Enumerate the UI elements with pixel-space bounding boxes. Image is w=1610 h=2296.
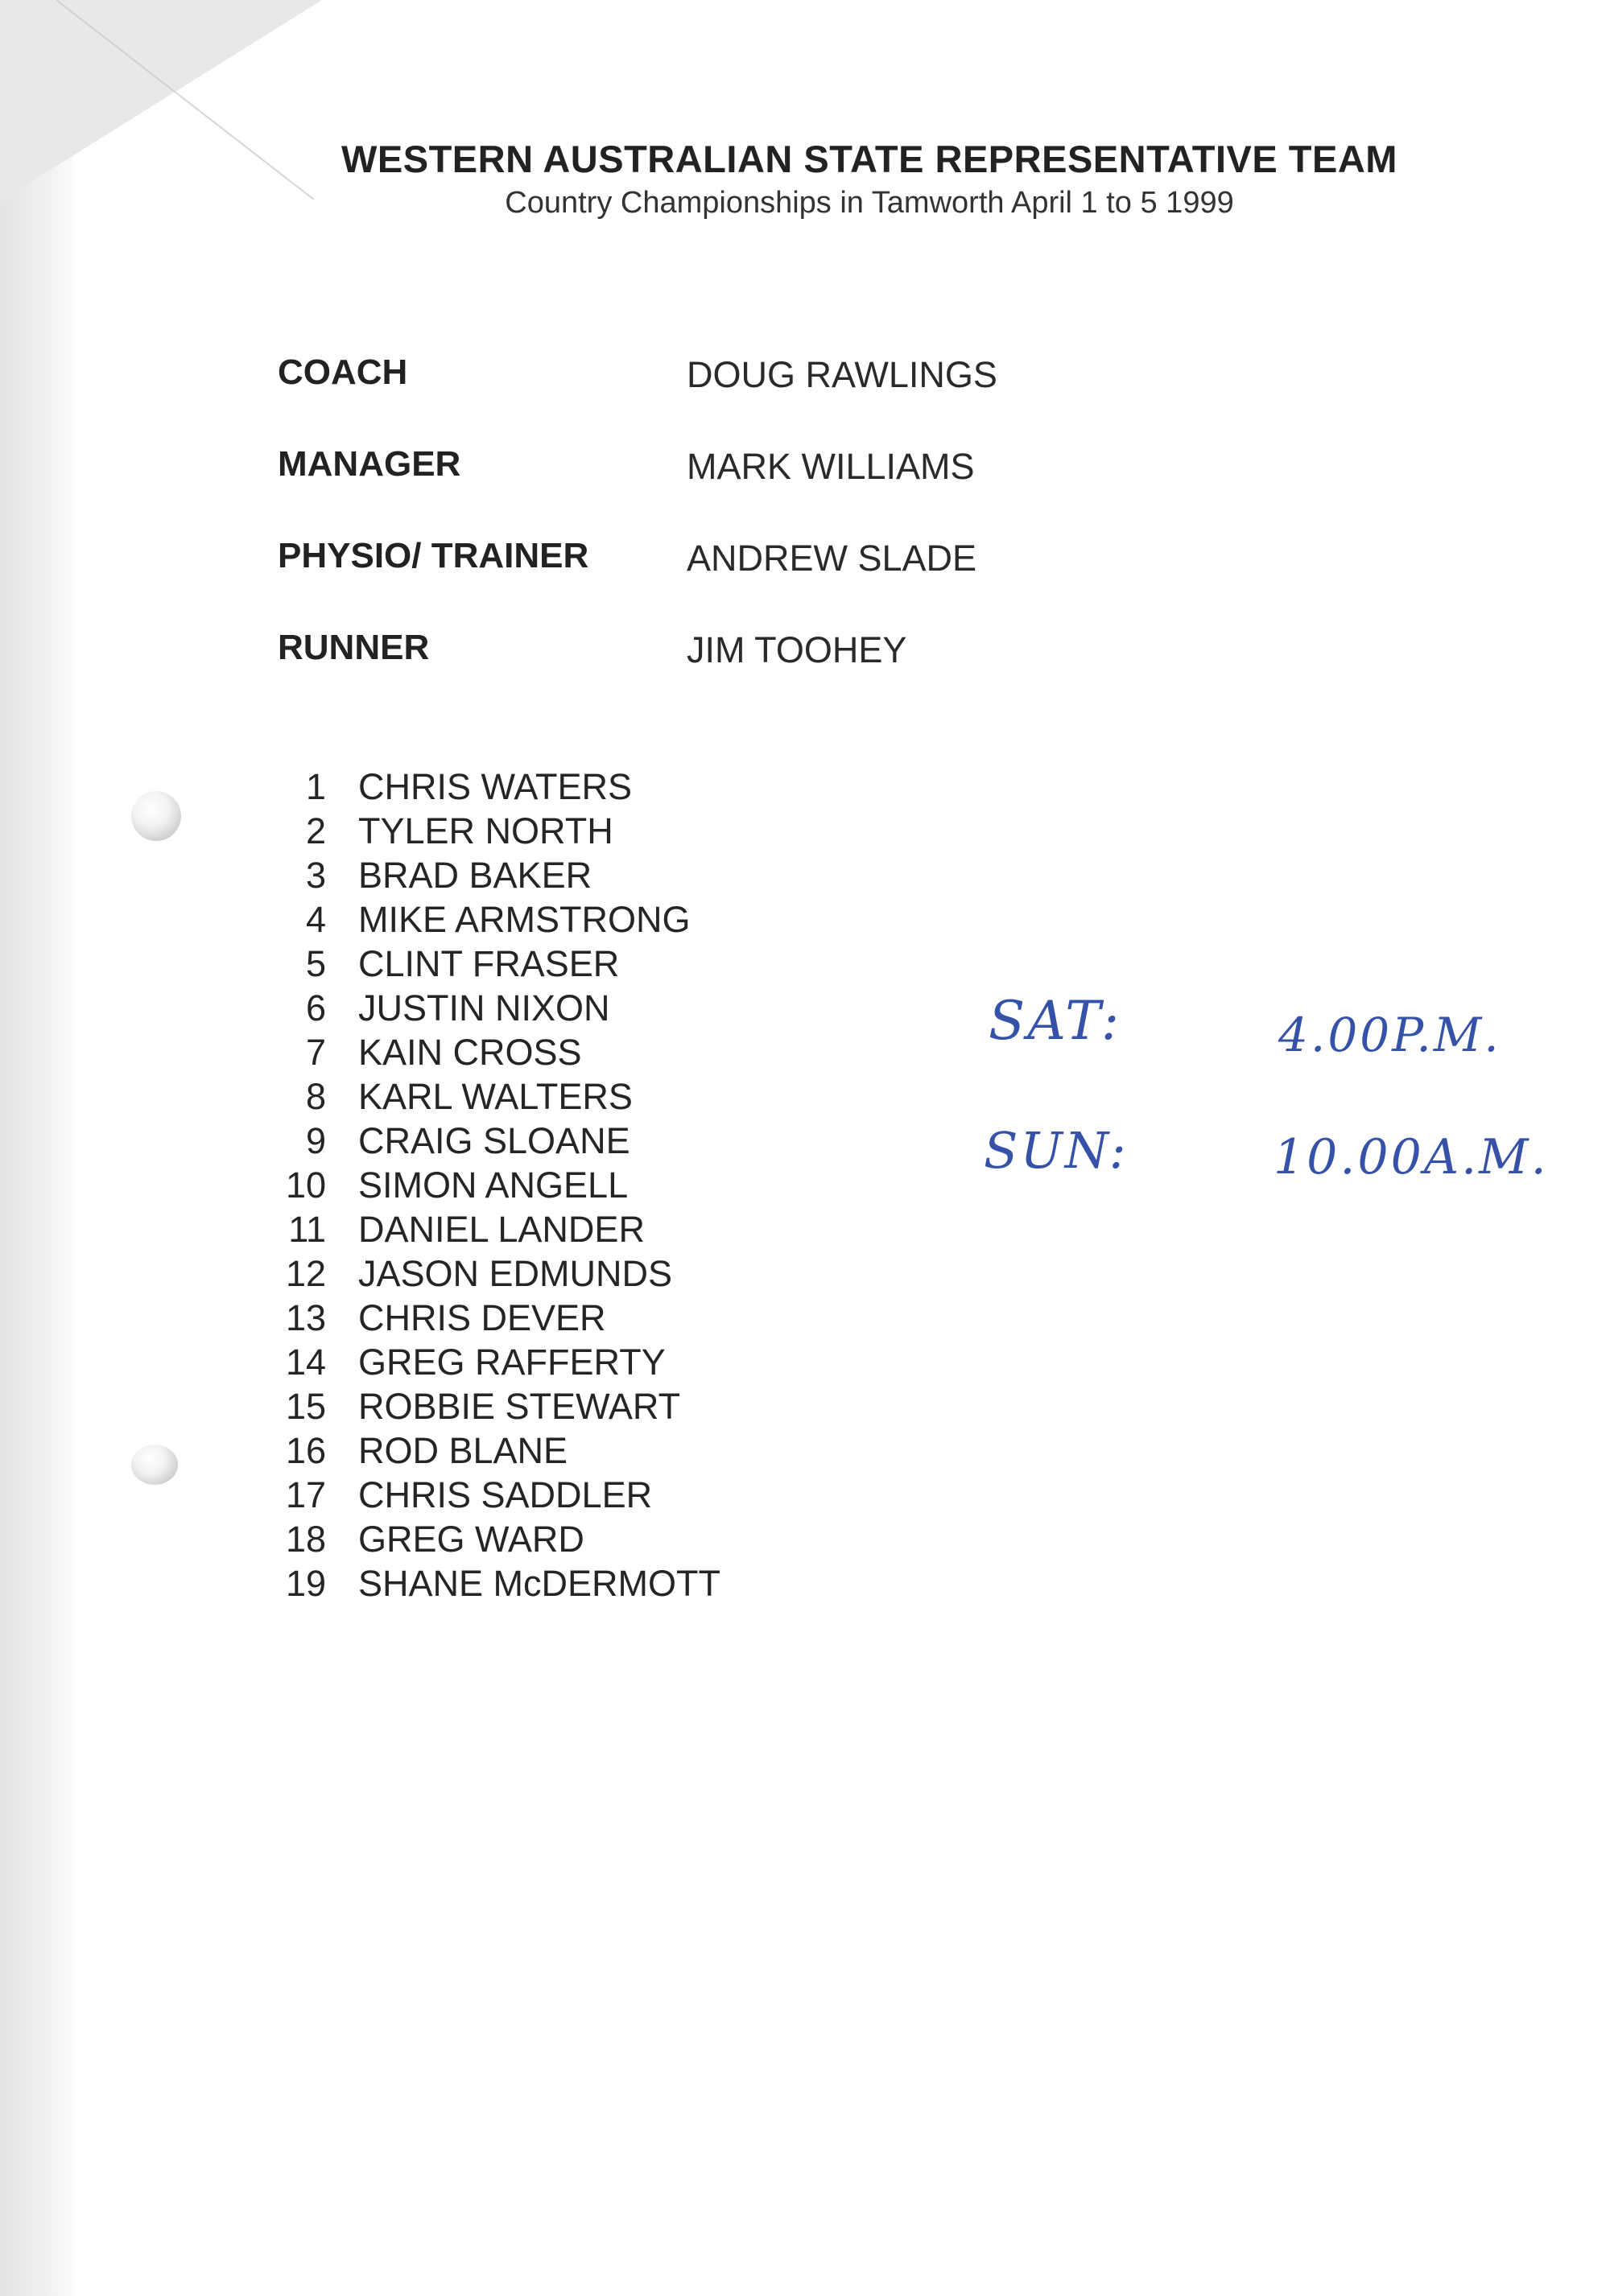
staff-role: PHYSIO/ TRAINER [278, 536, 589, 575]
staff-list [278, 352, 997, 719]
staff-role: MANAGER [278, 444, 461, 484]
player-row [262, 765, 720, 809]
staff-name: JIM TOOHEY [687, 629, 907, 670]
player-name: DANIEL LANDER [358, 1208, 645, 1250]
player-name: TYLER NORTH [358, 810, 613, 851]
player-name: CHRIS DEVER [358, 1296, 606, 1338]
document-title: WESTERN AUSTRALIAN STATE REPRESENTATIVE TEAM [341, 138, 1397, 180]
player-row [262, 1428, 720, 1473]
player-number: 16 [285, 1429, 326, 1471]
punch-hole-bottom [131, 1445, 178, 1485]
player-row [262, 1207, 720, 1251]
staff-row-manager [278, 444, 997, 536]
scan-edge-shadow [0, 0, 74, 2296]
player-row [262, 1384, 720, 1428]
player-name: KAIN CROSS [358, 1031, 582, 1073]
player-row [262, 1473, 720, 1517]
player-row [262, 897, 720, 942]
player-row [262, 1561, 720, 1606]
player-row [262, 809, 720, 853]
player-row [262, 1074, 720, 1119]
player-name: SHANE McDERMOTT [358, 1562, 720, 1604]
staff-name: MARK WILLIAMS [687, 446, 975, 487]
player-name: SIMON ANGELL [358, 1164, 629, 1206]
player-name: ROD BLANE [358, 1429, 568, 1471]
player-row [262, 853, 720, 897]
player-row [262, 1163, 720, 1207]
handwritten-sun-time: 10.00A.M. [1274, 1129, 1549, 1185]
handwritten-sat-label: SAT: [989, 990, 1122, 1052]
staff-role: RUNNER [278, 628, 430, 667]
player-name: GREG WARD [358, 1518, 584, 1560]
player-row [262, 1340, 720, 1384]
player-name: ROBBIE STEWART [358, 1385, 681, 1427]
player-name: MIKE ARMSTRONG [358, 898, 691, 940]
player-number: 18 [285, 1518, 326, 1560]
player-name: BRAD BAKER [358, 854, 592, 896]
player-number: 4 [305, 898, 326, 940]
staff-name: DOUG RAWLINGS [687, 354, 997, 395]
staff-row-physio [278, 536, 997, 628]
player-list [262, 765, 720, 1606]
player-name: CHRIS SADDLER [358, 1474, 653, 1515]
player-name: JUSTIN NIXON [358, 987, 610, 1028]
player-name: JASON EDMUNDS [358, 1252, 673, 1294]
player-number: 3 [305, 854, 326, 896]
player-number: 17 [285, 1474, 326, 1515]
staff-row-runner [278, 628, 997, 719]
player-number: 10 [285, 1164, 326, 1206]
player-number: 9 [305, 1119, 326, 1161]
player-number: 11 [288, 1208, 326, 1250]
player-name: CLINT FRASER [358, 942, 620, 984]
player-number: 1 [305, 765, 326, 807]
player-number: 13 [285, 1296, 326, 1338]
player-number: 2 [305, 810, 326, 851]
player-name: GREG RAFFERTY [358, 1341, 666, 1383]
staff-role: COACH [278, 352, 408, 392]
player-number: 15 [285, 1385, 326, 1427]
handwritten-sun-label: SUN: [984, 1121, 1129, 1180]
player-row [262, 986, 720, 1030]
staff-row-coach [278, 352, 997, 444]
document-subtitle: Country Championships in Tamworth April 1 to 5 1999 [505, 186, 1234, 220]
player-number: 12 [285, 1252, 326, 1294]
player-name: KARL WALTERS [358, 1075, 633, 1117]
player-number: 5 [305, 942, 326, 984]
player-number: 7 [305, 1031, 326, 1073]
player-number: 19 [285, 1562, 326, 1604]
player-row [262, 942, 720, 986]
player-row [262, 1119, 720, 1163]
player-number: 8 [305, 1075, 326, 1117]
player-name: CRAIG SLOANE [358, 1119, 630, 1161]
document-header [0, 137, 1610, 221]
player-row [262, 1517, 720, 1561]
staff-name: ANDREW SLADE [687, 538, 977, 579]
punch-hole-top [131, 791, 181, 841]
player-row [262, 1030, 720, 1074]
player-row [262, 1251, 720, 1296]
player-row [262, 1296, 720, 1340]
player-number: 14 [285, 1341, 326, 1383]
player-number: 6 [305, 987, 326, 1028]
handwritten-sat-time: 4.00P.M. [1278, 1008, 1501, 1062]
player-name: CHRIS WATERS [358, 765, 633, 807]
